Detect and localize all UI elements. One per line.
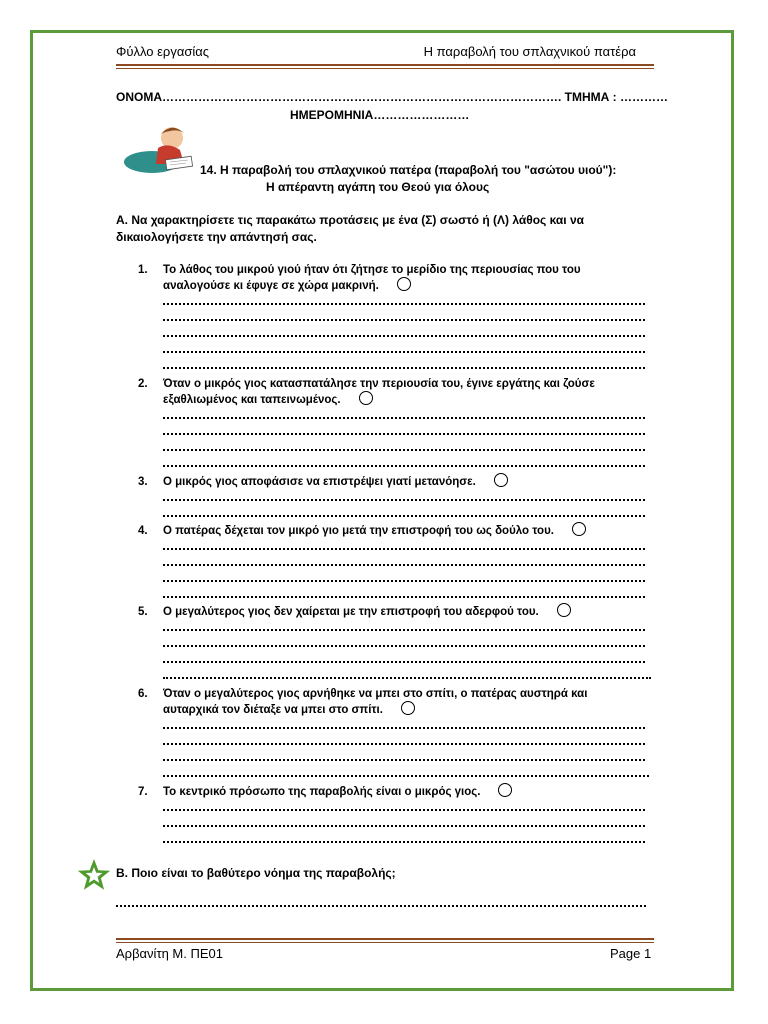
answer-circle[interactable] (397, 277, 411, 291)
answer-line[interactable] (163, 677, 651, 679)
answer-line[interactable] (163, 417, 645, 419)
answer-line[interactable] (163, 759, 645, 761)
answer-line[interactable] (163, 319, 645, 321)
answer-line[interactable] (116, 905, 646, 907)
answer-circle[interactable] (359, 391, 373, 405)
section-b-question: Β. Ποιο είναι το βαθύτερο νόημα της παραβολής; (116, 866, 396, 880)
question-number: 5. (138, 606, 148, 618)
answer-line[interactable] (163, 629, 645, 631)
footer-page-number: Page 1 (610, 946, 652, 961)
answer-circle[interactable] (498, 783, 512, 797)
answer-circle[interactable] (572, 522, 586, 536)
answer-line[interactable] (163, 809, 645, 811)
question-text: Το κεντρικό πρόσωπο της παραβολής είναι ο μικρός γιος. (163, 784, 643, 800)
answer-circle[interactable] (401, 701, 415, 715)
name-class-line: ΟΝΟΜΑ………………………………………………………………………………………. ΤΜΗΜΑ : ………… (116, 90, 668, 104)
footer-rule (116, 938, 654, 943)
header-right: Η παραβολή του σπλαχνικού πατέρα (423, 44, 636, 59)
question-number: 7. (138, 786, 148, 798)
answer-line[interactable] (163, 841, 645, 843)
worksheet-title: 14. Η παραβολή του σπλαχνικού πατέρα (παραβολή του "ασώτου υιού"): (200, 163, 617, 177)
header-left: Φύλλο εργασίας (116, 44, 210, 59)
answer-line[interactable] (163, 335, 645, 337)
answer-line[interactable] (163, 564, 645, 566)
question-text: Ο μεγαλύτερος γιος δεν χαίρεται με την επιστροφή του αδερφού του. (163, 604, 643, 620)
section-a-instructions: Α. Να χαρακτηρίσετε τις παρακάτω προτάσεις με ένα (Σ) σωστό ή (Λ) λάθος και να δικαιολογήσετε την απάντησή σας. (116, 213, 585, 244)
question-text: Όταν ο μικρός γιος κατασπατάλησε την περιουσία του, έγινε εργάτης και ζούσε εξαθλιωμένος και ταπεινωμένος. (163, 378, 595, 406)
question-number: 4. (138, 525, 148, 537)
answer-line[interactable] (163, 548, 645, 550)
answer-line[interactable] (163, 499, 645, 501)
answer-line[interactable] (163, 433, 645, 435)
answer-line[interactable] (163, 661, 645, 663)
answer-line[interactable] (163, 515, 645, 517)
star-icon (76, 858, 112, 894)
question-text: Ο πατέρας δέχεται τον μικρό γιο μετά την επιστροφή του ως δούλο του. (163, 523, 643, 539)
answer-line[interactable] (163, 465, 645, 467)
question-text: Ο μικρός γιος αποφάσισε να επιστρέψει γιατί μετανόησε. (163, 474, 643, 490)
answer-line[interactable] (163, 367, 645, 369)
question-text: Το λάθος του μικρού γιού ήταν ότι ζήτησε το μερίδιο της περιουσίας που του αναλογούσε κι έφυγε σε χώρα μακρινή. (163, 264, 581, 292)
answer-line[interactable] (163, 743, 645, 745)
footer-author: Αρβανίτη Μ. ΠΕ01 (116, 946, 223, 961)
answer-line[interactable] (163, 727, 645, 729)
answer-line[interactable] (163, 449, 645, 451)
answer-line[interactable] (163, 303, 645, 305)
answer-line[interactable] (163, 351, 645, 353)
answer-line[interactable] (163, 825, 645, 827)
answer-line[interactable] (163, 596, 645, 598)
question-number: 2. (138, 378, 148, 390)
date-line: ΗΜΕΡΟΜΗΝΙΑ…………………… (290, 108, 470, 122)
answer-line[interactable] (163, 775, 649, 777)
answer-circle[interactable] (494, 473, 508, 487)
question-number: 6. (138, 688, 148, 700)
answer-line[interactable] (163, 645, 645, 647)
answer-line[interactable] (163, 580, 645, 582)
question-number: 3. (138, 476, 148, 488)
question-text: Όταν ο μεγαλύτερος γιος αρνήθηκε να μπει στο σπίτι, ο πατέρας αυστηρά και αυταρχικά τον διέταξε να μπει στο σπίτι. (163, 688, 588, 716)
student-writing-clipart (122, 124, 198, 176)
answer-circle[interactable] (557, 603, 571, 617)
worksheet-subtitle: Η απέραντη αγάπη του Θεού για όλους (266, 180, 490, 194)
header-rule (116, 64, 654, 69)
question-number: 1. (138, 264, 148, 276)
